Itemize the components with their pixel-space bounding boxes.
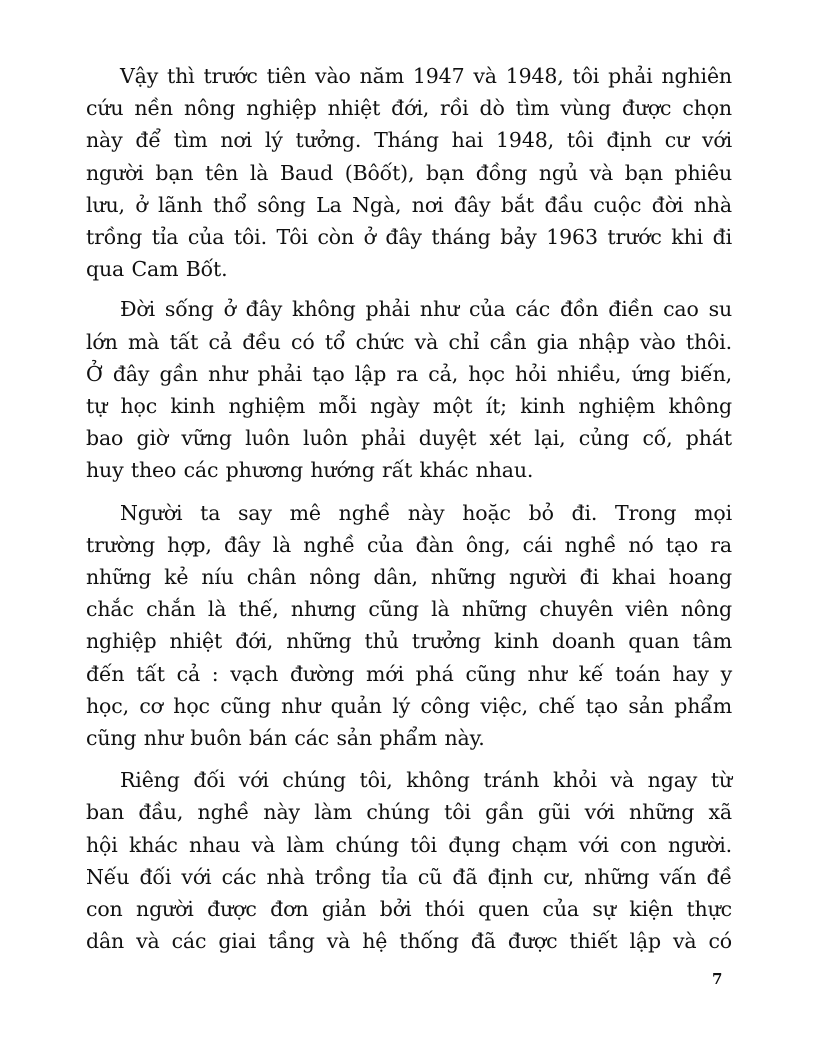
text-line: ban đầu, nghề này làm chúng tôi gần gũi với những xã	[86, 800, 732, 825]
text-line: dân và các giai tầng và hệ thống đã được thiết lập và có	[86, 929, 732, 954]
text-line: trồng tỉa của tôi. Tôi còn ở đây tháng bảy 1963 trước khi đi	[86, 225, 732, 250]
text-line: Riêng đối với chúng tôi, không tránh khỏi và ngay từ	[120, 768, 732, 793]
text-line: bao giờ vững luôn luôn phải duyệt xét lại, củng cố, phát	[86, 426, 732, 451]
text-line: Vậy thì trước tiên vào năm 1947 và 1948, tôi phải nghiên	[120, 64, 732, 88]
text-line: con người được đơn giản bởi thói quen của sự kiện thực	[86, 897, 732, 922]
text-line: chắc chắn là thế, nhưng cũng là những chuyên viên nông	[86, 597, 732, 622]
text-line: lưu, ở lãnh thổ sông La Ngà, nơi đây bắt đầu cuộc đời nhà	[86, 192, 732, 217]
text-line: tự học kinh nghiệm mỗi ngày một ít; kinh nghiệm không	[86, 394, 732, 419]
paragraph-4	[86, 764, 732, 957]
text-line: Ở đây gần như phải tạo lập ra cả, học hỏi nhiều, ứng biến,	[86, 361, 732, 386]
text-line: Đời sống ở đây không phải như của các đồn điền cao su	[120, 297, 732, 322]
text-line: Nếu đối với các nhà trồng tỉa cũ đã định cư, những vấn đề	[86, 864, 732, 889]
text-line: cũng như buôn bán các sản phẩm này.	[86, 726, 485, 751]
text-line: Người ta say mê nghề này hoặc bỏ đi. Trong mọi	[120, 500, 732, 525]
text-line: trường hợp, đây là nghề của đàn ông, cái nghề nó tạo ra	[86, 532, 732, 557]
text-line: học, cơ học cũng như quản lý công việc, chế tạo sản phẩm	[86, 693, 732, 718]
text-line: nghiệp nhiệt đới, những thủ trưởng kinh doanh quan tâm	[86, 629, 732, 654]
text-line: cứu nền nông nghiệp nhiệt đới, rồi dò tìm vùng được chọn	[86, 96, 732, 121]
text-line: lớn mà tất cả đều có tổ chức và chỉ cần gia nhập vào thôi.	[86, 329, 732, 354]
text-line: những kẻ níu chân nông dân, những người đi khai hoang	[86, 565, 732, 590]
paragraph-3	[86, 497, 732, 755]
page-number: 7	[712, 970, 723, 988]
paragraph-1	[86, 60, 732, 285]
text-line: người bạn tên là Baud (Bôốt), bạn đồng ngủ và bạn phiêu	[86, 160, 732, 185]
text-line: này để tìm nơi lý tưởng. Tháng hai 1948, tôi định cư với	[86, 128, 732, 153]
text-line: huy theo các phương hướng rất khác nhau.	[86, 458, 534, 483]
text-line: hội khác nhau và làm chúng tôi đụng chạm với con người.	[86, 832, 732, 857]
text-line: đến tất cả : vạch đường mới phá cũng như kế toán hay y	[86, 661, 732, 686]
paragraph-2	[86, 293, 732, 486]
page-body	[86, 60, 732, 957]
text-line: qua Cam Bốt.	[86, 257, 228, 282]
